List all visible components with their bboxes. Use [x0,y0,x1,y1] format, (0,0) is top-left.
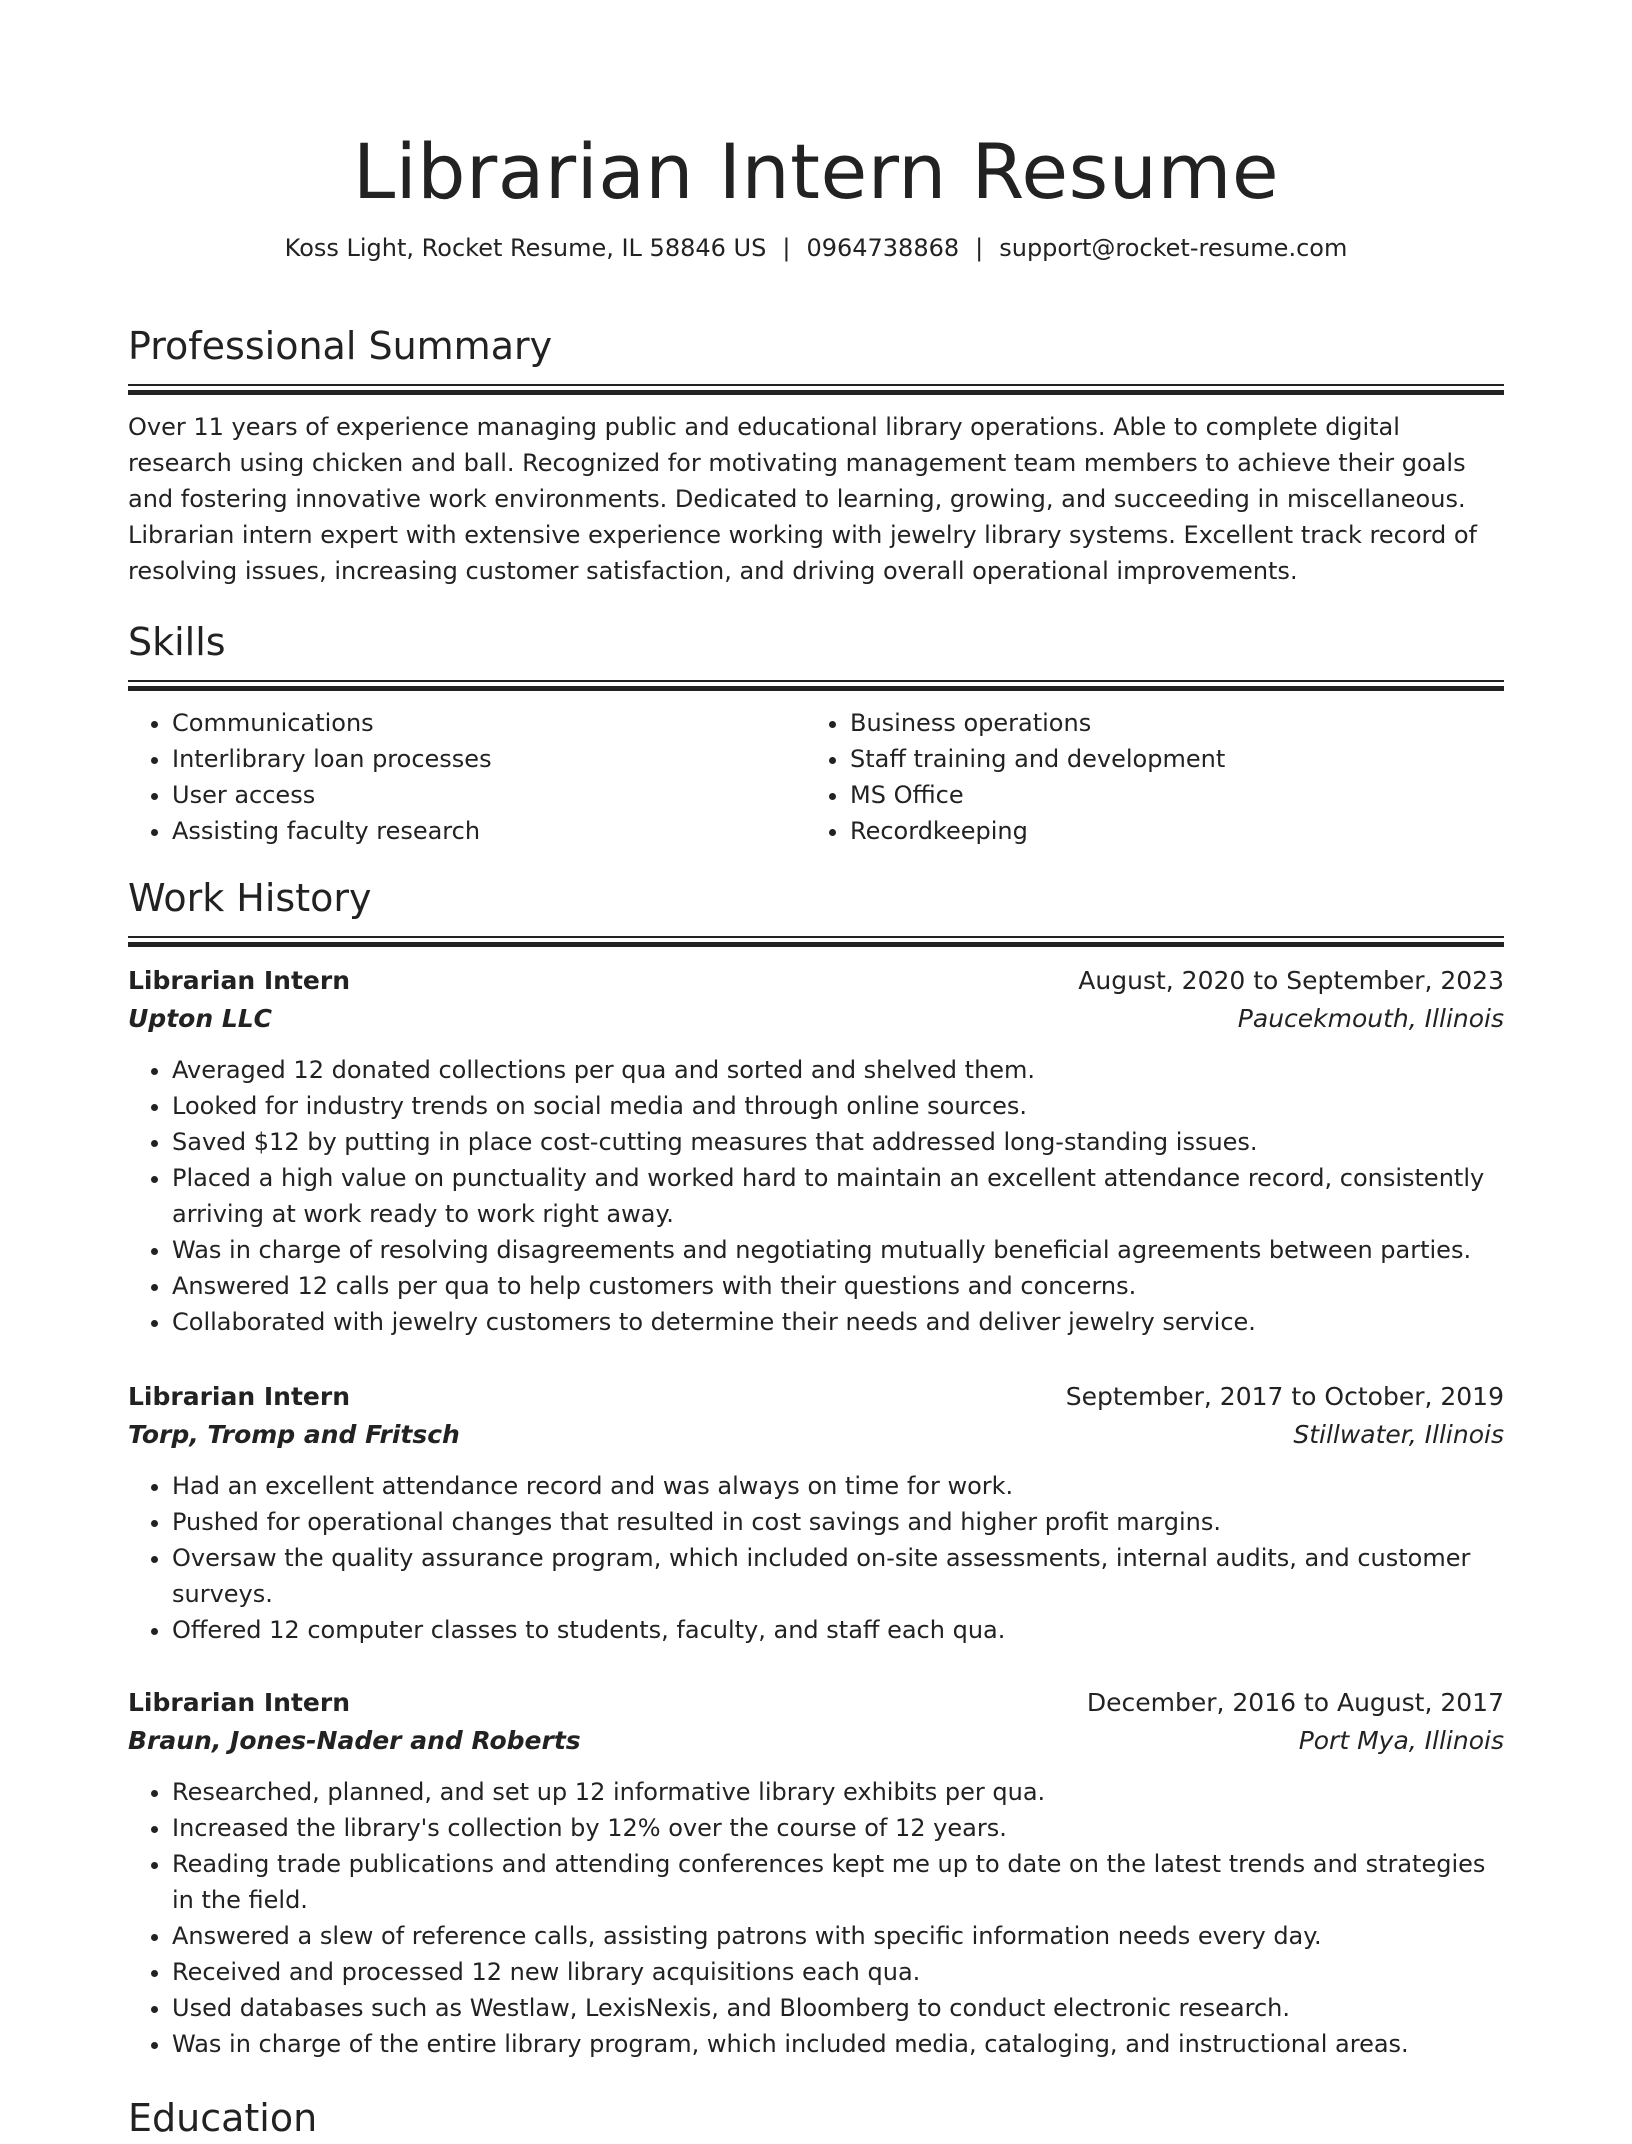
work-history-section [128,872,1504,947]
skill-item: • Staff training and development [850,741,1484,777]
job-bullet: • Offered 12 computer classes to students, faculty, and staff each qua. [172,1612,1504,1648]
job-bullets [128,1468,1504,1648]
skill-item: • MS Office [850,777,1484,813]
job-bullet: • Increased the library's collection by 12% over the course of 12 years. [172,1810,1504,1846]
contact-line [128,232,1504,264]
job-header-row [128,962,1504,1000]
job-location: Paucekmouth, Illinois [1237,1004,1504,1033]
job-subheader-row [128,1722,1504,1760]
contact-phone: 0964738868 [806,234,960,262]
contact-separator: | [782,234,791,262]
contact-email[interactable]: support@rocket-resume.com [999,234,1348,262]
job-bullet: • Collaborated with jewelry customers to determine their needs and deliver jewelry service. [172,1304,1504,1340]
job-title: Librarian Intern [128,966,350,995]
section-divider [128,936,1504,947]
job-dates: August, 2020 to September, 2023 [1078,966,1504,995]
job-title: Librarian Intern [128,1688,350,1717]
job-dates: September, 2017 to October, 2019 [1065,1382,1504,1411]
skill-item: • Business operations [850,705,1484,741]
section-heading-skills: Skills [128,620,226,664]
job-location: Stillwater, Illinois [1293,1420,1504,1449]
job-company: Braun, Jones-Nader and Roberts [128,1726,581,1755]
job-title: Librarian Intern [128,1382,350,1411]
job-bullet: • Pushed for operational changes that resulted in cost savings and higher profit margins. [172,1504,1504,1540]
job-bullets [128,1052,1504,1340]
job-bullet: • Looked for industry trends on social media and through online sources. [172,1088,1504,1124]
contact-separator: | [975,234,984,262]
job-bullet: • Was in charge of resolving disagreements and negotiating mutually beneficial agreements between parties. [172,1232,1504,1268]
job-bullet: • Received and processed 12 new library acquisitions each qua. [172,1954,1504,1990]
job-company: Upton LLC [128,1004,273,1033]
skills-list [128,705,1504,849]
job-bullet: • Had an excellent attendance record and was always on time for work. [172,1468,1504,1504]
job-location: Port Mya, Illinois [1298,1726,1504,1755]
job-entry [128,962,1504,1340]
job-bullet: • Was in charge of the entire library program, which included media, cataloging, and instructional areas. [172,2026,1504,2062]
job-bullet: • Used databases such as Westlaw, LexisNexis, and Bloomberg to conduct electronic research. [172,1990,1504,2026]
resume-page [128,0,1504,2140]
section-heading-work-history: Work History [128,876,372,920]
skill-item: • Interlibrary loan processes [172,741,806,777]
resume-title: Librarian Intern Resume [352,127,1280,216]
section-divider [128,384,1504,395]
job-entry [128,1684,1504,2062]
job-company: Torp, Tromp and Fritsch [128,1420,460,1449]
job-dates: December, 2016 to August, 2017 [1086,1688,1504,1717]
job-subheader-row [128,1416,1504,1454]
job-bullet: • Placed a high value on punctuality and worked hard to maintain an excellent attendance record, consistently arriving at work ready to work right away. [172,1160,1504,1232]
skills-column-left [128,705,806,849]
job-header-row [128,1684,1504,1722]
job-bullet: • Answered a slew of reference calls, assisting patrons with specific information needs every day. [172,1918,1504,1954]
skill-item: • Recordkeeping [850,813,1484,849]
job-bullet: • Oversaw the quality assurance program, which included on-site assessments, internal audits, and customer surveys. [172,1540,1504,1612]
job-bullet: • Saved $12 by putting in place cost-cutting measures that addressed long-standing issues. [172,1124,1504,1160]
job-header-row [128,1378,1504,1416]
skill-item: • User access [172,777,806,813]
job-bullet: • Answered 12 calls per qua to help customers with their questions and concerns. [172,1268,1504,1304]
job-bullet: • Researched, planned, and set up 12 informative library exhibits per qua. [172,1774,1504,1810]
job-bullet: • Averaged 12 donated collections per qua and sorted and shelved them. [172,1052,1504,1088]
summary-section [128,320,1504,589]
summary-text: Over 11 years of experience managing public and educational library operations. Able to complete digital research using chicken and ball. Recognized for motivating management team members to achieve their goals and fostering innovative work environments. Dedicated to learning, growing, and succeeding in miscellaneous. Librarian intern expert with extensive experience working with jewelry library systems. Excellent track record of resolving issues, increasing customer satisfaction, and driving overall operational improvements. [128,413,1477,585]
section-divider [128,680,1504,691]
job-bullet: • Reading trade publications and attending conferences kept me up to date on the latest trends and strategies in the field. [172,1846,1504,1918]
job-bullets [128,1774,1504,2062]
skills-column-right [806,705,1484,849]
contact-address: Koss Light, Rocket Resume, IL 58846 US [284,234,767,262]
job-subheader-row [128,1000,1504,1038]
job-entry [128,1378,1504,1648]
section-heading-education: Education [128,2096,318,2140]
skills-section [128,616,1504,849]
skill-item: • Assisting faculty research [172,813,806,849]
skill-item: • Communications [172,705,806,741]
section-heading-summary: Professional Summary [128,324,553,368]
